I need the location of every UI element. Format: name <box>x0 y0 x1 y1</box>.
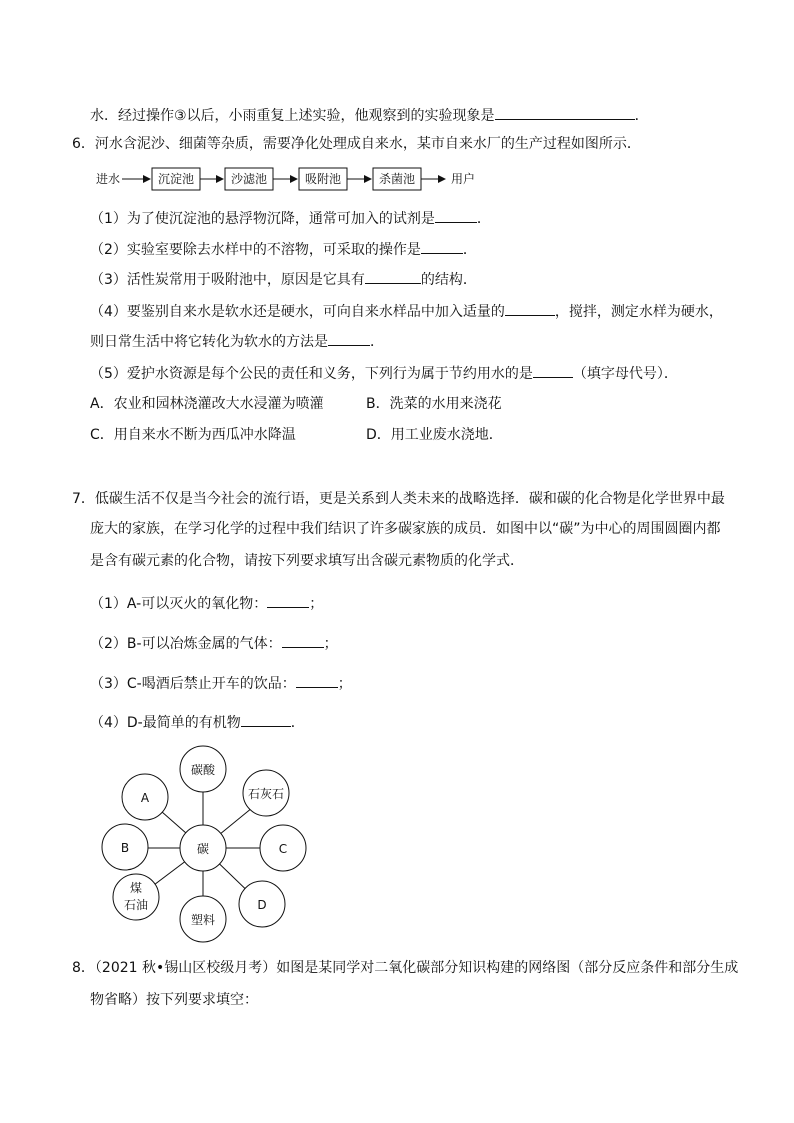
carbon-family-diagram <box>90 745 330 945</box>
flow-step-1: 沉淀池 <box>157 172 195 186</box>
q5-answer-blank[interactable] <box>495 104 635 120</box>
q6-sub5-end: （填字母代号）． <box>572 366 678 382</box>
q7-sub2-end: ； <box>323 636 338 652</box>
q7-stem-1: 7．低碳生活不仅是当今社会的流行语，更是关系到人类未来的战略选择．碳和碳的化合物是化学世界中最 <box>72 491 725 507</box>
q7-sub3-blank[interactable] <box>296 672 338 688</box>
q6-sub2-end: ． <box>462 242 477 258</box>
q7-sub2-blank[interactable] <box>282 632 324 648</box>
q6-stem: 6．河水含泥沙、细菌等杂质，需要净化处理成自来水，某市自来水厂的生产过程如图所示． <box>72 136 641 152</box>
node-label-right: C <box>278 842 288 856</box>
q6-sub1-end: ． <box>476 211 491 227</box>
q6-option-a[interactable]: A．农业和园林浇灌改大水浸灌为喷灌 <box>90 396 324 412</box>
q6-sub4-text-3: 则日常生活中将它转化为软水的方法是 <box>90 334 328 350</box>
q6-flow-diagram <box>96 166 496 194</box>
q6-sub4-text: （4）要鉴别自来水是软水还是硬水，可向自来水样品中加入适量的 <box>90 304 505 320</box>
q8-stem-2: 物省略）按下列要求填空： <box>90 992 258 1008</box>
q6-sub1 <box>90 207 491 229</box>
q6-sub4-blank-2[interactable] <box>328 330 370 346</box>
q7-sub2-text: （2）B-可以冶炼金属的气体： <box>90 636 282 652</box>
q7-sub1-end: ； <box>309 596 324 612</box>
q6-sub4-blank-1[interactable] <box>505 300 555 316</box>
q5-tail-line <box>90 104 649 126</box>
q6-sub4 <box>90 300 723 322</box>
node-label-bottom-left-2: 石油 <box>123 898 149 912</box>
flow-step-4: 杀菌池 <box>378 172 416 186</box>
node-label-left: B <box>120 841 130 855</box>
node-label-bottom: 塑料 <box>190 913 216 927</box>
q7-stem-3: 是含有碳元素的化合物，请按下列要求填写出含碳元素物质的化学式． <box>90 553 524 569</box>
q7-sub4 <box>90 711 305 733</box>
flow-start-label: 进水 <box>96 172 121 186</box>
node-label-bottom-right: D <box>257 898 267 912</box>
q5-tail-end: ． <box>634 108 649 124</box>
q6-sub3 <box>90 268 477 290</box>
q6-sub5 <box>90 362 678 384</box>
q7-sub1-blank[interactable] <box>267 592 309 608</box>
q6-sub2-blank[interactable] <box>421 238 463 254</box>
q7-sub1-text: （1）A-可以灭火的氧化物： <box>90 596 268 612</box>
q6-option-c[interactable]: C．用自来水不断为西瓜冲水降温 <box>90 427 296 443</box>
node-label-top: 碳酸 <box>190 763 216 777</box>
q7-stem-2: 庞大的家族，在学习化学的过程中我们结识了许多碳家族的成员．如图中以“碳”为中心的周围圆圈内都 <box>90 521 721 537</box>
q6-sub2-text: （2）实验室要除去水样中的不溶物，可采取的操作是 <box>90 242 421 258</box>
q7-sub2 <box>90 632 338 654</box>
q7-sub3-text: （3）C-喝酒后禁止开车的饮品： <box>90 676 296 692</box>
q6-option-d[interactable]: D．用工业废水浇地． <box>366 427 503 443</box>
q6-sub4-text-2: ，搅拌，测定水样为硬水， <box>554 304 723 320</box>
node-label-top-right: 石灰石 <box>247 787 285 801</box>
node-label-center: 碳 <box>196 842 210 856</box>
q6-sub4-end: ． <box>370 334 384 350</box>
node-label-bottom-left-1: 煤 <box>129 881 143 895</box>
q6-sub3-blank[interactable] <box>365 268 421 284</box>
q6-sub1-text: （1）为了使沉淀池的悬浮物沉降，通常可加入的试剂是 <box>90 211 435 227</box>
flow-step-3: 吸附池 <box>304 172 342 186</box>
q6-option-b[interactable]: B．洗菜的水用来浇花 <box>366 396 502 412</box>
q7-sub1 <box>90 592 323 614</box>
q7-sub4-text: （4）D-最简单的有机物 <box>90 715 241 731</box>
q6-sub2 <box>90 238 477 260</box>
q6-sub1-blank[interactable] <box>435 207 477 223</box>
q7-sub4-end: ． <box>290 715 305 731</box>
q6-sub5-text: （5）爱护水资源是每个公民的责任和义务，下列行为属于节约用水的是 <box>90 366 533 382</box>
q6-sub4-cont <box>90 330 384 352</box>
q8-stem-1: 8．（2021 秋•锡山区校级月考）如图是某同学对二氧化碳部分知识构建的网络图（部分反应条件和部分生成 <box>72 960 739 976</box>
q6-sub3-text: （3）活性炭常用于吸附池中，原因是它具有 <box>90 272 365 288</box>
flow-step-2: 沙滤池 <box>230 172 268 186</box>
q6-sub5-blank[interactable] <box>533 362 573 378</box>
q5-tail-text: 水．经过操作③以后，小雨重复上述实验，他观察到的实验现象是 <box>90 108 495 124</box>
flow-end-label: 用户 <box>451 172 476 186</box>
q7-sub3-end: ； <box>337 676 352 692</box>
q7-sub3 <box>90 672 352 694</box>
q6-sub3-end: 的结构． <box>420 272 477 288</box>
node-label-top-left: A <box>140 791 150 805</box>
q7-sub4-blank[interactable] <box>241 711 291 727</box>
